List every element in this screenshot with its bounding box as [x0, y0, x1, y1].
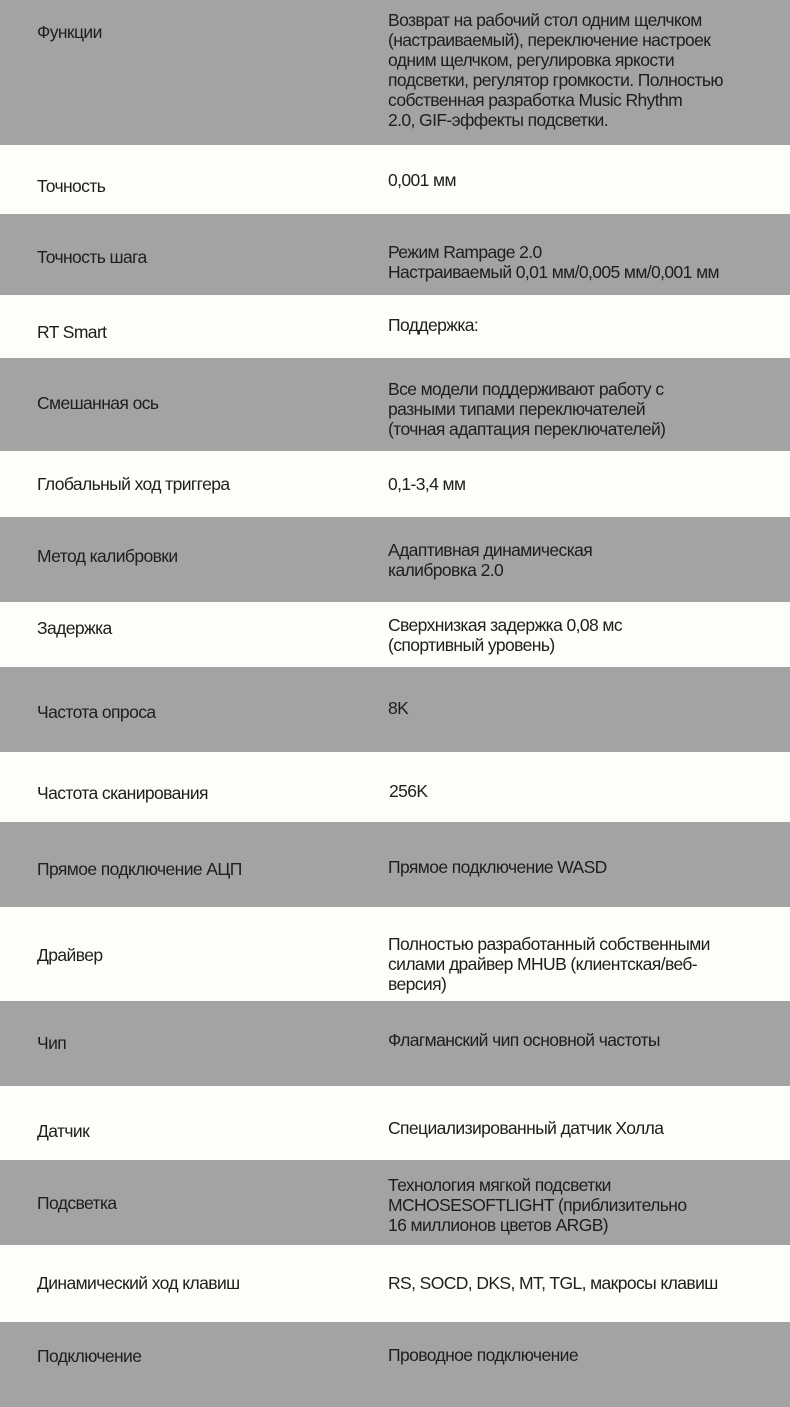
spec-value: Поддержка: [388, 315, 479, 335]
spec-row-polling-rate [0, 667, 790, 752]
spec-value: RS, SOCD, DKS, MT, TGL, макросы клавиш [388, 1273, 718, 1293]
spec-row-chip [0, 1001, 790, 1086]
spec-value: 256K [389, 781, 428, 801]
spec-label: Смешанная ось [37, 393, 159, 413]
spec-value: Проводное подключение [388, 1345, 578, 1365]
spec-value: Адаптивная динамическая калибровка 2.0 [388, 540, 593, 580]
spec-value: 8K [388, 698, 409, 718]
spec-label: Глобальный ход триггера [37, 474, 230, 494]
spec-label: Подсветка [37, 1193, 117, 1213]
spec-value: Флагманский чип основной частоты [388, 1030, 660, 1050]
spec-value: Специализированный датчик Холла [388, 1118, 664, 1138]
spec-value: 0,1-3,4 мм [388, 474, 466, 494]
spec-label: Точность шага [37, 247, 147, 267]
spec-row-latency [0, 602, 790, 667]
spec-label: Датчик [37, 1121, 90, 1141]
spec-label: Частота сканирования [37, 783, 208, 803]
spec-label: Динамический ход клавиш [37, 1273, 240, 1293]
spec-row-adc-direct [0, 822, 790, 907]
spec-row-scan-rate [0, 752, 790, 822]
spec-value: Прямое подключение WASD [388, 857, 607, 877]
spec-row-mixed-axis [0, 358, 790, 451]
spec-row-rt-smart [0, 295, 790, 358]
spec-row-functions [0, 0, 790, 145]
spec-row-sensor [0, 1086, 790, 1160]
spec-label: Метод калибровки [37, 546, 178, 566]
spec-value: Технология мягкой подсветки MCHOSESOFTLIGHT (приблизительно 16 миллионов цветов ARGB) [388, 1175, 687, 1235]
spec-value: 0,001 мм [388, 170, 456, 190]
spec-label: Точность [37, 176, 106, 196]
spec-value: Режим Rampage 2.0 Настраиваемый 0,01 мм/0,005 мм/0,001 мм [388, 242, 719, 282]
spec-row-global-trigger-travel [0, 451, 790, 517]
spec-value: Сверхнизкая задержка 0,08 мс (спортивный уровень) [388, 615, 623, 655]
spec-label: Частота опроса [37, 702, 156, 722]
spec-value: Полностью разработанный собственными силами драйвер MHUB (клиентская/веб- версия) [388, 934, 710, 994]
spec-label: Прямое подключение АЦП [37, 859, 242, 879]
spec-label: Подключение [37, 1346, 142, 1366]
spec-row-calibration [0, 517, 790, 602]
spec-row-dynamic-keystroke [0, 1245, 790, 1322]
spec-value: Возврат на рабочий стол одним щелчком (настраиваемый), переключение настроек одним щелчком, регулировка яркости подсветки, регулятор громкости. Полностью собственная разработка Music Rhythm 2.0, GIF-эффекты подсветки. [388, 10, 723, 130]
spec-row-step-accuracy [0, 214, 790, 295]
spec-label: Функции [37, 22, 102, 42]
spec-row-driver [0, 907, 790, 1001]
spec-row-connection [0, 1322, 790, 1407]
spec-label: Драйвер [37, 945, 103, 965]
spec-row-backlight [0, 1160, 790, 1245]
spec-label: RT Smart [37, 322, 107, 342]
spec-row-accuracy [0, 145, 790, 214]
spec-label: Чип [37, 1033, 67, 1053]
spec-label: Задержка [37, 618, 112, 638]
spec-value: Все модели поддерживают работу с разными типами переключателей (точная адаптация переключателей) [388, 379, 666, 439]
